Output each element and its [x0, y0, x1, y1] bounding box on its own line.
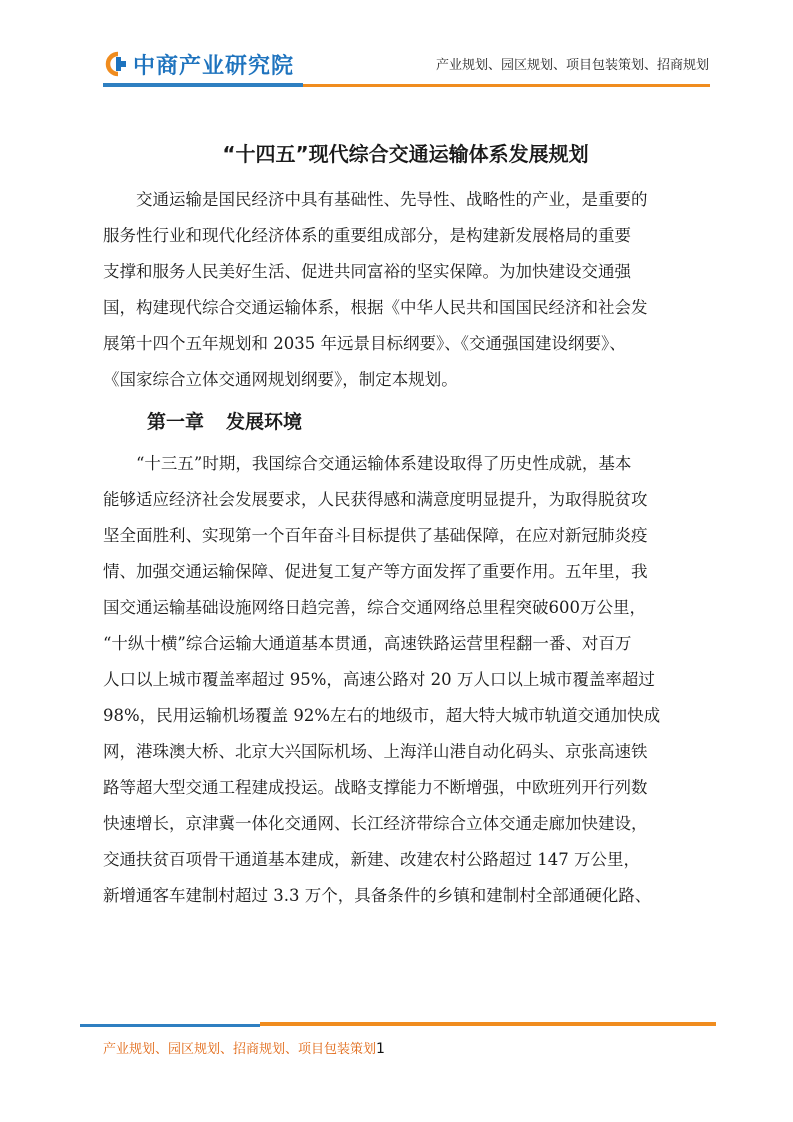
header-rule-blue	[103, 83, 303, 87]
paragraph-line: 网，港珠澳大桥、北京大兴国际机场、上海洋山港自动化码头、京张高速铁	[103, 742, 648, 761]
footer-slogan: 产业规划、园区规划、招商规划、项目包装策划	[103, 1042, 377, 1057]
paragraph-line: 能够适应经济社会发展要求，人民获得感和满意度明显提升，为取得脱贫攻	[103, 490, 648, 509]
paragraph-line: 坚全面胜利、实现第一个百年奋斗目标提供了基础保障，在应对新冠肺炎疫	[103, 526, 648, 545]
paragraph-line: 人口以上城市覆盖率超过 95%，高速公路对 20 万人口以上城市覆盖率超过	[103, 670, 655, 689]
paragraph-line: 情、加强交通运输保障、促进复工复产等方面发挥了重要作用。五年里，我	[103, 562, 648, 581]
paragraph-line: “十纵十横”综合运输大通道基本贯通，高速铁路运营里程翻一番、对百万	[103, 634, 632, 653]
footer-rule-orange	[260, 1022, 716, 1026]
paragraph-line: 《国家综合立体交通网规划纲要》，制定本规划。	[103, 370, 458, 389]
intro-paragraph	[103, 182, 708, 398]
paragraph-line: 服务性行业和现代化经济体系的重要组成部分，是构建新发展格局的重要	[103, 226, 631, 245]
paragraph-line: 交通扶贫百项骨干通道基本建成，新建、改建农村公路超过 147 万公里，	[103, 850, 640, 869]
paragraph-line: 展第十四个五年规划和 2035 年远景目标纲要》、《交通强国建设纲要》、	[103, 334, 626, 353]
paragraph-line: 国交通运输基础设施网络日趋完善，综合交通网络总里程突破600万公里，	[103, 598, 646, 617]
chapter-title: 发展环境	[226, 411, 303, 433]
document-title: “十四五”现代综合交通运输体系发展规划	[222, 142, 589, 166]
logo	[103, 48, 294, 80]
page-footer	[103, 1038, 385, 1057]
paragraph-line: 支撑和服务人民美好生活、促进共同富裕的坚实保障。为加快建设交通强	[103, 262, 631, 281]
page-number: 1	[376, 1041, 385, 1057]
document-body	[103, 136, 708, 914]
logo-text: 中商产业研究院	[133, 53, 295, 79]
paragraph-line: 98%，民用运输机场覆盖 92%左右的地级市，超大特大城市轨道交通加快成	[103, 706, 661, 725]
footer-rule-blue	[80, 1024, 260, 1027]
paragraph-line: 快速增长，京津冀一体化交通网、长江经济带综合立体交通走廊加快建设，	[103, 814, 648, 833]
body-paragraph	[103, 446, 708, 914]
paragraph-line: “十三五”时期，我国综合交通运输体系建设取得了历史性成就，基本	[136, 454, 632, 473]
header-slogan: 产业规划、园区规划、项目包装策划、招商规划	[435, 58, 709, 73]
paragraph-line: 路等超大型交通工程建成投运。战略支撑能力不断增强，中欧班列开行列数	[103, 778, 648, 797]
chapter-number: 第一章	[147, 411, 205, 433]
chapter-heading	[147, 402, 708, 442]
header-rule-orange	[303, 84, 710, 87]
paragraph-line: 国，构建现代综合交通运输体系，根据《中华人民共和国国民经济和社会发	[103, 298, 648, 317]
paragraph-line: 新增通客车建制村超过 3.3 万个，具备条件的乡镇和建制村全部通硬化路、	[103, 886, 652, 905]
paragraph-line: 交通运输是国民经济中具有基础性、先导性、战略性的产业，是重要的	[136, 190, 648, 209]
cic-logo-icon	[103, 51, 129, 77]
page-header	[0, 0, 793, 92]
